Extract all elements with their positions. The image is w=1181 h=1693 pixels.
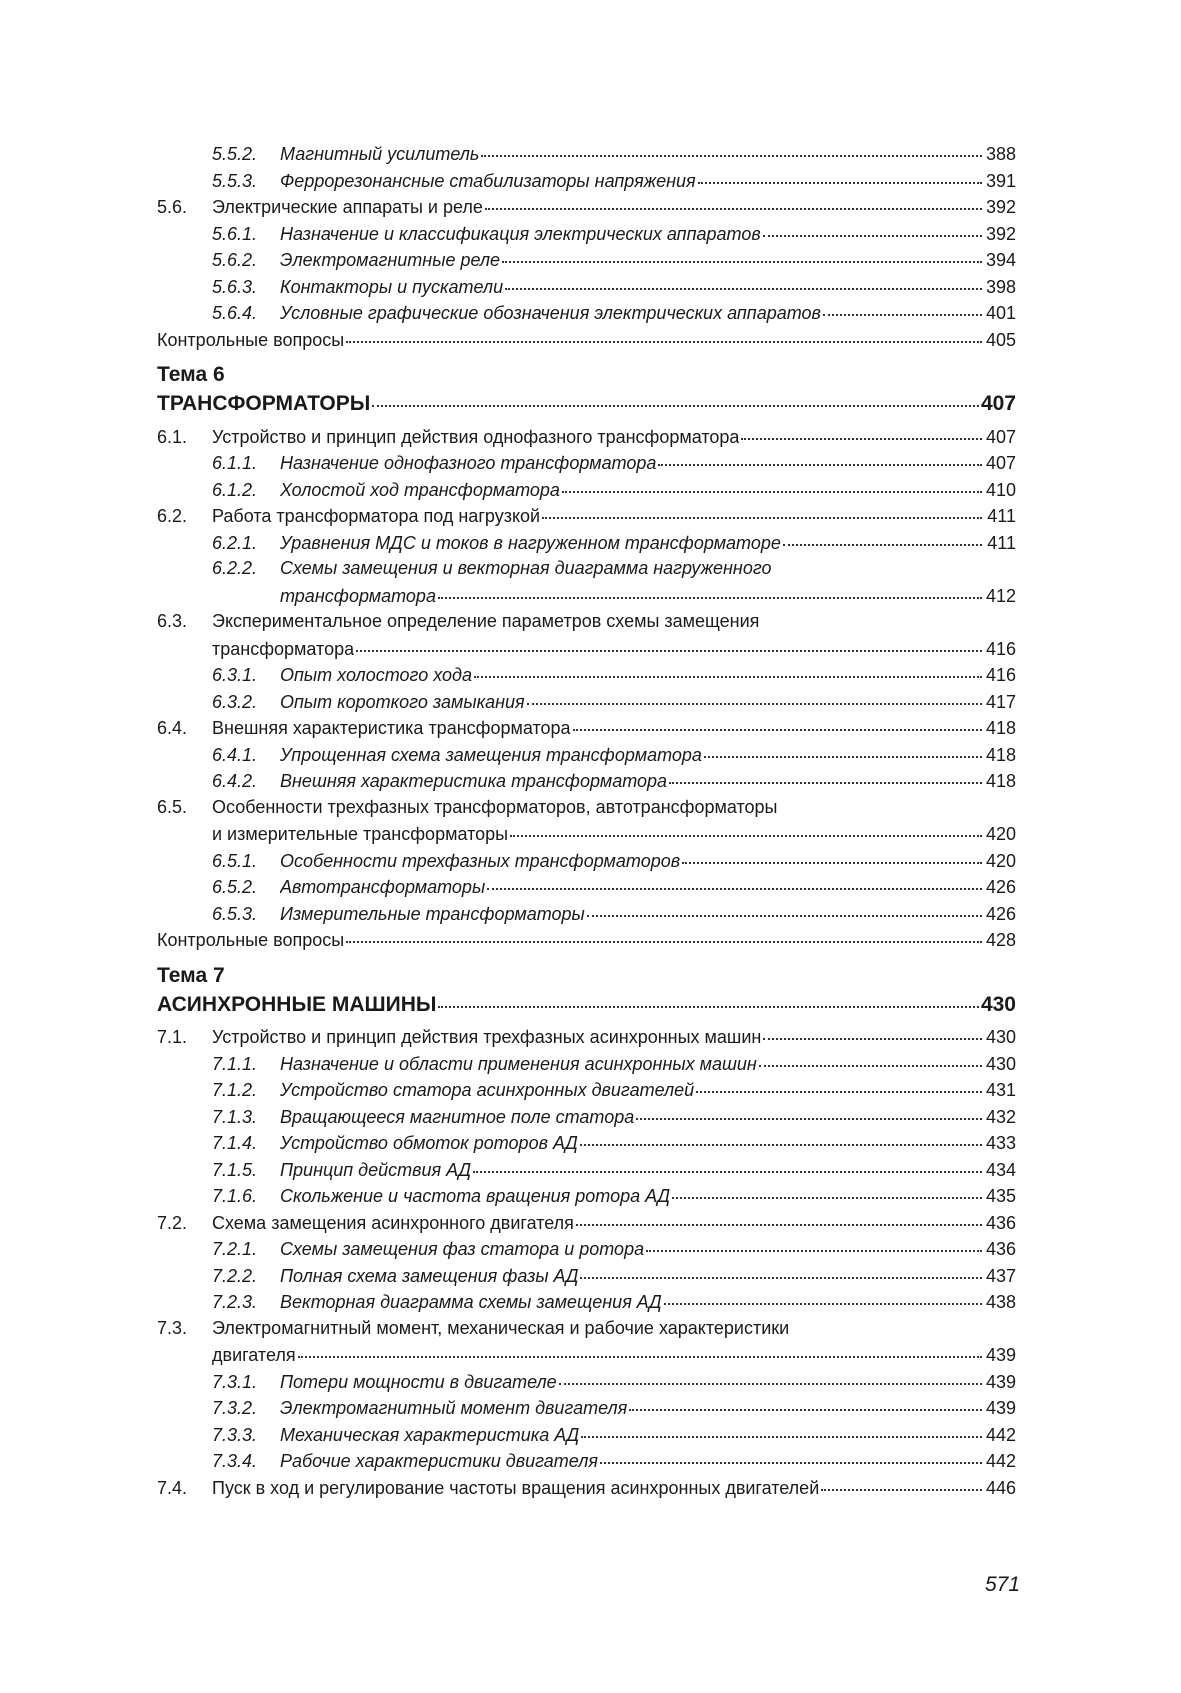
toc-entry: 7.3.1. Потери мощности в двигателе 439 (157, 1368, 1016, 1395)
dot-leader (783, 529, 982, 549)
dot-leader (481, 140, 982, 160)
toc-entry: 5.6.4. Условные графические обозначения электрических аппаратов 401 (157, 299, 1016, 326)
toc-entry-review-questions: Контрольные вопросы 405 (157, 326, 1016, 353)
dot-leader (629, 1394, 982, 1414)
dot-leader (438, 582, 982, 602)
dot-leader (527, 688, 982, 708)
toc-entry: 7.2.1. Схемы замещения фаз статора и ротора 436 (157, 1235, 1016, 1262)
toc-entry: 6.2. Работа трансформатора под нагрузкой 411 (157, 502, 1016, 529)
dot-leader (510, 820, 982, 840)
dot-leader (741, 423, 982, 443)
toc-entry: 7.1.2. Устройство статора асинхронных двигателей 431 (157, 1076, 1016, 1103)
dot-leader (580, 1129, 982, 1149)
toc-entry: 6.4.1. Упрощенная схема замещения трансформатора 418 (157, 741, 1016, 768)
dot-leader (346, 926, 982, 946)
toc-entry: 7.2. Схема замещения асинхронного двигателя 436 (157, 1209, 1016, 1236)
dot-leader (669, 767, 982, 787)
dot-leader (696, 1076, 982, 1096)
dot-leader (698, 167, 982, 187)
toc-entry: 6.5.3. Измерительные трансформаторы 426 (157, 900, 1016, 927)
dot-leader (542, 502, 982, 522)
dot-leader (576, 1209, 982, 1229)
dot-leader (346, 326, 982, 346)
dot-leader (573, 714, 982, 734)
dot-leader (372, 390, 979, 410)
dot-leader (672, 1182, 982, 1202)
toc-entry: 6.3.1. Опыт холостого хода 416 (157, 661, 1016, 688)
toc-entry: 5.6. Электрические аппараты и реле 392 (157, 193, 1016, 220)
toc-entry: 6.2.2. Схемы замещения и векторная диаграмма нагруженного (212, 558, 772, 578)
dot-leader (356, 635, 982, 655)
page-number: 571 (985, 1573, 1021, 1596)
theme-7-label: Тема 7 (157, 963, 225, 987)
toc-entry: 6.5.1. Особенности трехфазных трансформаторов 420 (157, 847, 1016, 874)
toc-entry: 6.2.1. Уравнения МДС и токов в нагруженном трансформаторе 411 (157, 529, 1016, 556)
toc-entry: 7.3.3. Механическая характеристика АД 442 (157, 1421, 1016, 1448)
dot-leader (763, 1023, 982, 1043)
dot-leader (505, 273, 982, 293)
toc-entry: 5.5.2. Магнитный усилитель 388 (157, 140, 1016, 167)
theme-7-title: АСИНХРОННЫЕ МАШИНЫ 430 (157, 992, 1016, 1016)
dot-leader (487, 873, 982, 893)
toc-entry: 7.2.3. Векторная диаграмма схемы замещения АД 438 (157, 1288, 1016, 1315)
toc-entry: 6.3.2. Опыт короткого замыкания 417 (157, 688, 1016, 715)
dot-leader (600, 1447, 982, 1467)
dot-leader (562, 476, 982, 496)
toc-entry: 6.1.2. Холостой ход трансформатора 410 (157, 476, 1016, 503)
toc-entry: 7.4. Пуск в ход и регулирование частоты вращения асинхронных двигателей 446 (157, 1474, 1016, 1501)
toc-entry: 5.6.1. Назначение и классификация электрических аппаратов 392 (157, 220, 1016, 247)
dot-leader (502, 246, 982, 266)
toc-entry: 6.1.1. Назначение однофазного трансформатора 407 (157, 449, 1016, 476)
toc-entry: 7.1.3. Вращающееся магнитное поле статора 432 (157, 1103, 1016, 1130)
dot-leader (763, 220, 982, 240)
toc-entry: 6.5.2. Автотрансформаторы 426 (157, 873, 1016, 900)
toc-entry: 7.1. Устройство и принцип действия трехфазных асинхронных машин 430 (157, 1023, 1016, 1050)
dot-leader (581, 1421, 982, 1441)
dot-leader (298, 1341, 982, 1361)
toc-entry: 6.1. Устройство и принцип действия однофазного трансформатора 407 (157, 423, 1016, 450)
dot-leader (559, 1368, 982, 1388)
toc-entry-review-questions: Контрольные вопросы 428 (157, 926, 1016, 953)
toc-entry: 6.4.2. Внешняя характеристика трансформатора 418 (157, 767, 1016, 794)
dot-leader (664, 1288, 982, 1308)
theme-6-label: Тема 6 (157, 363, 225, 386)
toc-entry: 5.6.2. Электромагнитные реле 394 (157, 246, 1016, 273)
dot-leader (821, 1474, 982, 1494)
dot-leader (646, 1235, 982, 1255)
toc-entry: 7.3. Электромагнитный момент, механическая и рабочие характеристики (157, 1317, 790, 1338)
toc-entry: 6.5. Особенности трехфазных трансформаторов, автотрансформаторы (157, 796, 778, 817)
toc-entry: 7.3.2. Электромагнитный момент двигателя 439 (157, 1394, 1016, 1421)
table-of-contents (157, 140, 1016, 1500)
toc-entry-continuation: и измерительные трансформаторы 420 (157, 820, 1016, 847)
toc-entry-continuation: трансформатора 416 (157, 635, 1016, 662)
dot-leader (580, 1262, 982, 1282)
toc-entry: 7.2.2. Полная схема замещения фазы АД 437 (157, 1262, 1016, 1289)
toc-entry-continuation: трансформатора 412 (157, 582, 1016, 609)
toc-entry: 7.1.6. Скольжение и частота вращения ротора АД 435 (157, 1182, 1016, 1209)
dot-leader (682, 847, 982, 867)
toc-entry: 5.6.3. Контакторы и пускатели 398 (157, 273, 1016, 300)
dot-leader (485, 193, 982, 213)
dot-leader (704, 741, 982, 761)
toc-entry: 6.4. Внешняя характеристика трансформатора 418 (157, 714, 1016, 741)
dot-leader (759, 1050, 982, 1070)
dot-leader (473, 1156, 982, 1176)
dot-leader (587, 900, 982, 920)
toc-entry-continuation: двигателя 439 (157, 1341, 1016, 1368)
toc-entry: 7.3.4. Рабочие характеристики двигателя 442 (157, 1447, 1016, 1474)
dot-leader (636, 1103, 982, 1123)
dot-leader (823, 299, 982, 319)
theme-6-title: ТРАНСФОРМАТОРЫ 407 (157, 392, 1016, 415)
toc-entry: 7.1.1. Назначение и области применения асинхронных машин 430 (157, 1050, 1016, 1077)
toc-entry: 6.3. Экспериментальное определение параметров схемы замещения (157, 611, 760, 631)
toc-entry: 5.5.3. Феррорезонансные стабилизаторы напряжения 391 (157, 167, 1016, 194)
dot-leader (658, 449, 982, 469)
dot-leader (474, 661, 982, 681)
toc-entry: 7.1.5. Принцип действия АД 434 (157, 1156, 1016, 1183)
toc-entry: 7.1.4. Устройство обмоток роторов АД 433 (157, 1129, 1016, 1156)
dot-leader (438, 991, 979, 1011)
